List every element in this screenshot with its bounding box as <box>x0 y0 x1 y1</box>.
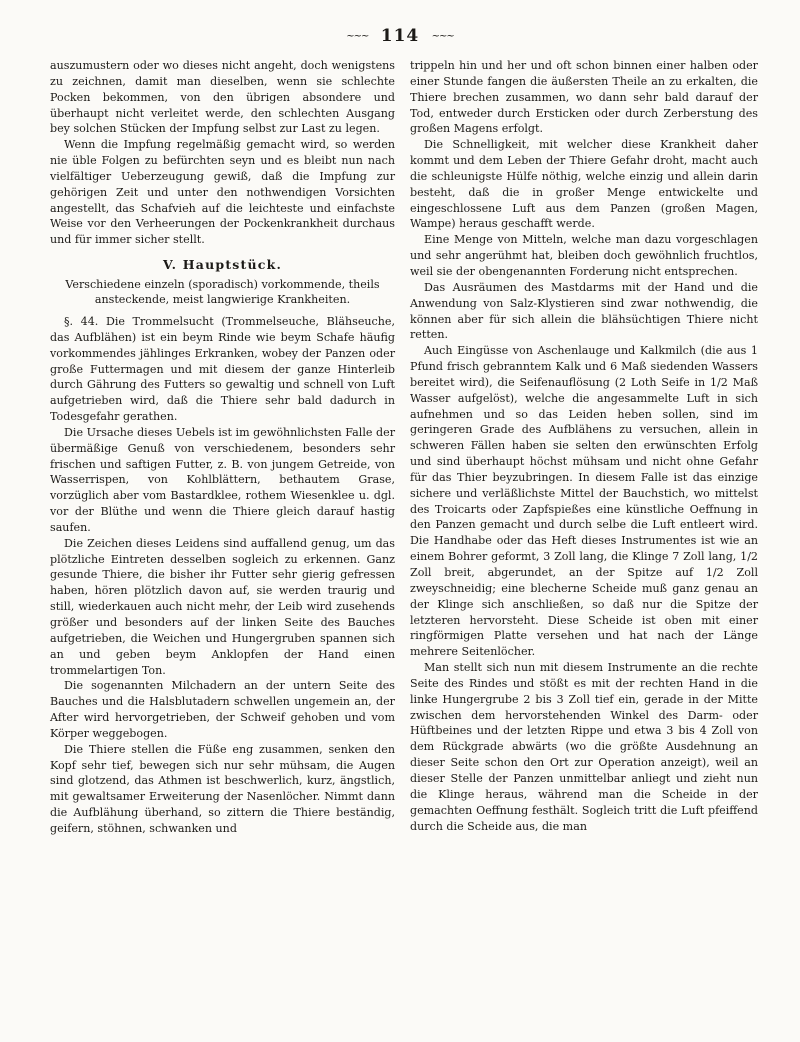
right-column <box>410 58 758 834</box>
section-subtitle: Verschiedene einzeln (sporadisch) vorkommende, theils ansteckende, meist langwierige Krankheiten. <box>65 277 380 307</box>
paragraph: Die Thiere stellen die Füße eng zusammen, senken den Kopf sehr tief, bewegen sich nur sehr mühsam, die Augen sind glotzend, das Athmen ist beschwerlich, kurz, ängstlich, mit gewaltsamer Erweiterung der Nasenlöcher. Nimmt dann die Aufblähung überhand, so zittern die Thiere beständig, geifern, stöhnen, schwanken und <box>50 742 395 835</box>
ornament-left: ~~~ <box>346 31 369 42</box>
ornament-right: ~~~ <box>431 31 454 42</box>
left-column <box>50 58 395 837</box>
paragraph: Die Schnelligkeit, mit welcher diese Krankheit daher kommt und dem Leben der Thiere Gefahr droht, macht auch die schleunigste Hülfe nöthig, welche einzig und allein darin besteht, daß die in großer Menge entwickelte und eingeschlossene Luft aus dem Panzen (großen Magen, Wampe) heraus geschafft werde. <box>410 138 758 231</box>
page-header <box>0 26 800 46</box>
paragraph: Das Ausräumen des Mastdarms mit der Hand und die Anwendung von Salz-Klystieren sind zwar nothwendig, die können aber für sich allein die blähsüchtigen Thiere nicht retten. <box>410 280 758 342</box>
paragraph: Die Ursache dieses Uebels ist im gewöhnlichsten Falle der übermäßige Genuß von verschiedenem, besonders sehr frischen und saftigen Futter, z. B. von jungem Getreide, von Wasserrispen, von Kohlblättern, bethautem Grase, vorzüglich aber vom Bastardklee, rothem Wiesenklee u. dgl. vor der Blüthe und wenn die Thiere gleich darauf hastig saufen. <box>50 425 395 534</box>
paragraph: Wenn die Impfung regelmäßig gemacht wird, so werden nie üble Folgen zu befürchten seyn und es bleibt nun nach vielfältiger Ueberzeugung gewiß, daß die Impfung zur gehörigen Zeit und unter den nothwendigen Vorsichten angestellt, das Schafvieh auf die leichteste und einfachste Weise vor den Verheerungen der Pockenkrankheit durchaus und für immer sicher stellt. <box>50 138 395 247</box>
paragraph: auszumustern oder wo dieses nicht angeht, doch wenigstens zu zeichnen, damit man dieselben, wenn sie schlechte Pocken bekommen, von den übrigen absondere und überhaupt nicht verleitet werde, den schlechten Ausgang bey solchen Stücken der Impfung selbst zur Last zu legen. <box>50 59 395 136</box>
paragraph: Eine Menge von Mitteln, welche man dazu vorgeschlagen und sehr angerühmt hat, bleiben doch gewöhnlich fruchtlos, weil sie der obengenannten Forderung nicht entsprechen. <box>410 233 758 278</box>
page-number: 114 <box>380 26 420 46</box>
paragraph: Man stellt sich nun mit diesem Instrumente an die rechte Seite des Rindes und stößt es mit der rechten Hand in die linke Hungergrube 2 bis 3 Zoll tief ein, gerade in der Mitte zwischen dem hervorstehenden Winkel des Darm- oder Hüftbeines und der letzten Rippe und etwa 3 bis 4 Zoll von dem Rückgrade abwärts (wo die größte Ausdehnung an dieser Seite schon den Ort zur Operation anzeigt), weil an dieser Stelle der Panzen unmittelbar anliegt und zieht nun die Klinge heraus, während man die Scheide in der gemachten Oeffnung festhält. Sogleich tritt die Luft pfeiffend durch die Scheide aus, die man <box>410 661 758 833</box>
paragraph: §. 44. Die Trommelsucht (Trommelseuche, Blähseuche, das Aufblähen) ist ein beym Rinde wie beym Schafe häufig vorkommendes jählinges Erkranken, wobey der Panzen oder große Futtermagen und mit diesem der ganze Hinterleib durch Gährung des Futters so gewaltig und schnell von Luft aufgetrieben wird, daß die Thiere sehr bald dadurch in Todesgefahr gerathen. <box>50 314 395 424</box>
paragraph: trippeln hin und her und oft schon binnen einer halben oder einer Stunde fangen die äußersten Theile an zu erkalten, die Thiere brechen zusammen, wo dann sehr bald darauf der Tod, entweder durch Ersticken oder durch Zerberstung des großen Magens erfolgt. <box>410 59 758 136</box>
paragraph: Auch Eingüsse von Aschenlauge und Kalkmilch (die aus 1 Pfund frisch gebranntem Kalk und 6 Maß siedenden Wassers bereitet wird), die Seifenauflösung (2 Loth Seife in 1/2 Maß Wasser aufgelöst), welche die angesammelte Luft in sich aufnehmen und so das Leiden heben sollen, sind im geringeren Grade des Aufblähens zu versuchen, allein in schweren Fällen haben sie selten den erwünschten Erfolg und sind überhaupt höchst mühsam und nicht ohne Gefahr für das Thier beyzubringen. In diesem Falle ist das einzige sichere und verläßlichste Mittel der Bauchstich, wo mittelst des Troicarts oder Zapfspießes eine künstliche Oeffnung in den Panzen gemacht und durch selbe die Luft entleert wird. Die Handhabe oder das Heft dieses Instrumentes ist wie an einem Bohrer geformt, 3 Zoll lang, die Klinge 7 Zoll lang, 1/2 Zoll breit, abgerundet, an der Spitze auf 1/2 Zoll zweyschneidig; eine blecherne Scheide muß ganz genau an der Klinge sich anschließen, so daß nur die Spitze der letzteren hervorsteht. Diese Scheide ist oben mit einer ringförmigen Platte versehen und hat nach der Länge mehrere Seitenlöcher. <box>410 344 758 659</box>
paragraph: Die sogenannten Milchadern an der untern Seite des Bauches und die Halsblutadern schwellen ungemein an, der After wird hervorgetrieben, der Schweif gehoben und vom Körper weggebogen. <box>50 679 395 740</box>
section-title: V. Hauptstück. <box>162 257 283 273</box>
paragraph: Die Zeichen dieses Leidens sind auffallend genug, um das plötzliche Eintreten desselben sogleich zu erkennen. Ganz gesunde Thiere, die bisher ihr Futter sehr gierig gefressen haben, hören plötzlich davon auf, sie werden traurig und still, wiederkauen auch nicht mehr, der Leib wird zusehends größer und besonders auf der linken Seite des Bauches aufgetrieben, die Weichen und Hungergruben spannen sich an und geben beym Anklopfen der Hand einen trommelartigen Ton. <box>50 536 395 677</box>
